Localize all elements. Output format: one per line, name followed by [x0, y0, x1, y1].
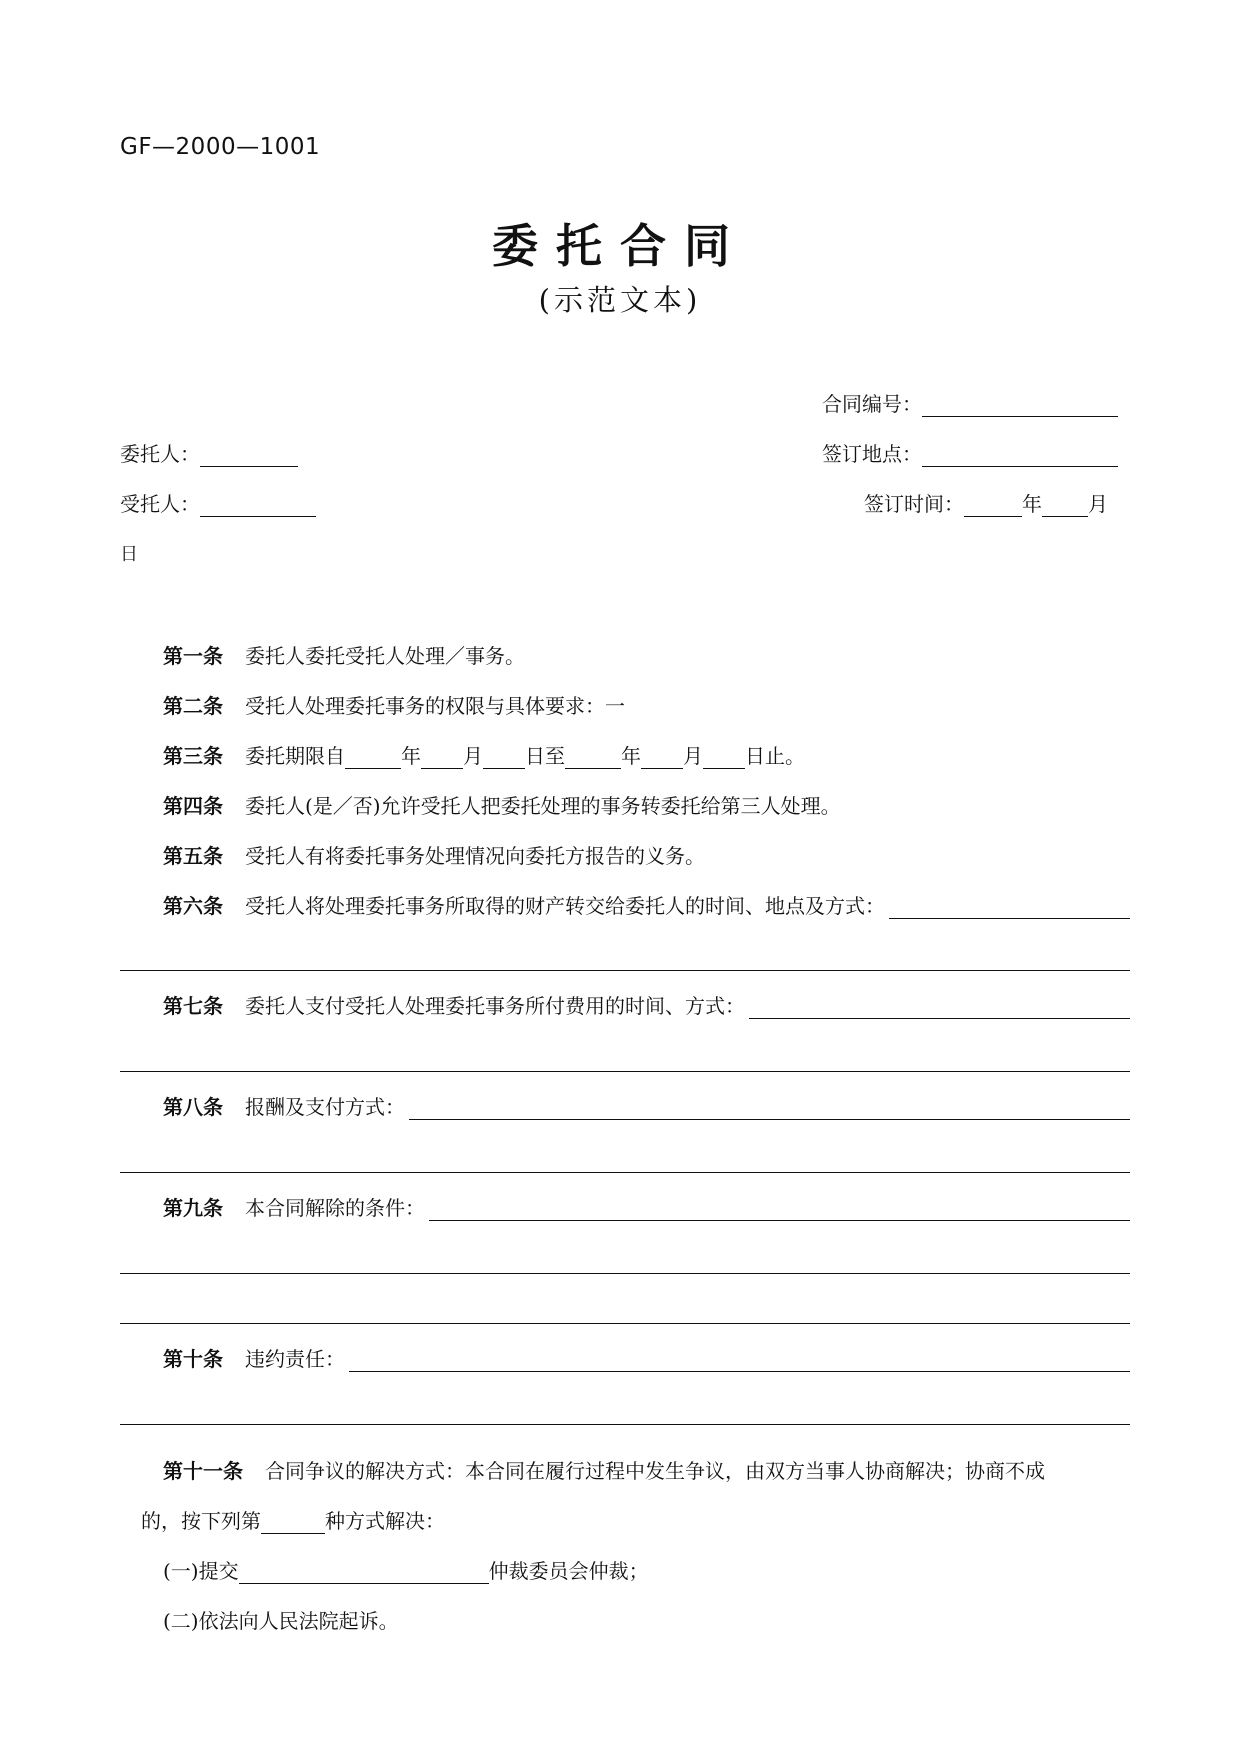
end-year-blank[interactable] — [565, 746, 621, 769]
article-9-text: 本合同解除的条件： — [245, 1196, 425, 1220]
option-1-text-end: 仲裁委员会仲裁； — [488, 1559, 649, 1583]
sign-year-label: 年 — [1022, 492, 1042, 516]
start-month-blank[interactable] — [421, 746, 463, 769]
article-10 — [163, 1343, 1130, 1372]
article-11-text-line2-start: 的，按下列第 — [141, 1509, 261, 1533]
sign-time-field — [864, 488, 1108, 517]
article-8 — [163, 1091, 1130, 1120]
sign-place-blank[interactable] — [922, 444, 1118, 467]
end-month-label: 月 — [683, 744, 703, 768]
article-2 — [163, 690, 625, 719]
article-10-label: 第十条 — [163, 1347, 223, 1371]
article-5 — [163, 840, 705, 869]
article-2-text: 受托人处理委托事务的权限与具体要求：一 — [245, 694, 625, 718]
article-7-label: 第七条 — [163, 994, 223, 1018]
start-year-label: 年 — [401, 744, 421, 768]
article-7-text: 委托人支付受托人处理委托事务所付费用的时间、方式： — [245, 994, 745, 1018]
article-5-label: 第五条 — [163, 844, 223, 868]
sign-month-label: 月 — [1088, 492, 1108, 516]
article-3 — [163, 740, 805, 769]
article-1 — [163, 640, 525, 669]
article-1-text: 委托人委托受托人处理／事务。 — [245, 644, 525, 668]
article-9-line-3[interactable] — [120, 1323, 1130, 1324]
article-4-label: 第四条 — [163, 794, 223, 818]
article-11-line-2 — [141, 1505, 445, 1534]
article-6-line-2[interactable] — [120, 970, 1130, 971]
sign-time-label: 签订时间： — [864, 492, 964, 516]
contract-number-label: 合同编号： — [822, 392, 922, 416]
article-10-text: 违约责任： — [245, 1347, 345, 1371]
dispute-method-blank[interactable] — [261, 1511, 325, 1534]
article-4-text: 委托人(是／否)允许受托人把委托处理的事务转委托给第三人处理。 — [245, 794, 841, 818]
article-9-line-2[interactable] — [120, 1273, 1130, 1274]
article-7-line-2[interactable] — [120, 1071, 1130, 1072]
trustee-blank[interactable] — [200, 494, 316, 517]
start-day-to-label: 日至 — [525, 744, 565, 768]
article-8-label: 第八条 — [163, 1095, 223, 1119]
article-6-text: 受托人将处理委托事务所取得的财产转交给委托人的时间、地点及方式： — [245, 894, 885, 918]
sign-place-field — [822, 438, 1118, 467]
end-day-blank[interactable] — [703, 746, 745, 769]
contract-number-field — [822, 388, 1118, 417]
article-9-label: 第九条 — [163, 1196, 223, 1220]
article-10-line-2[interactable] — [120, 1424, 1130, 1425]
start-day-blank[interactable] — [483, 746, 525, 769]
option-1-text-start: (一)提交 — [163, 1559, 239, 1583]
article-9-blank[interactable] — [429, 1198, 1130, 1221]
trustee-label: 受托人： — [120, 492, 200, 516]
document-subtitle: (示范文本) — [538, 283, 702, 317]
article-5-text: 受托人有将委托事务处理情况向委托方报告的义务。 — [245, 844, 705, 868]
article-3-text-start: 委托期限自 — [245, 744, 345, 768]
article-6 — [163, 890, 1130, 919]
client-blank[interactable] — [200, 444, 298, 467]
start-month-label: 月 — [463, 744, 483, 768]
article-1-label: 第一条 — [163, 644, 223, 668]
article-10-blank[interactable] — [349, 1349, 1130, 1372]
article-8-line-2[interactable] — [120, 1172, 1130, 1173]
trustee-field — [120, 488, 316, 517]
article-7 — [163, 990, 1130, 1019]
article-6-blank[interactable] — [889, 896, 1130, 919]
article-9 — [163, 1192, 1130, 1221]
client-field — [120, 438, 298, 467]
article-11-text-line2-end: 种方式解决： — [325, 1509, 445, 1533]
article-3-label: 第三条 — [163, 744, 223, 768]
article-8-blank[interactable] — [409, 1097, 1130, 1120]
article-11-text-line1: 合同争议的解决方式：本合同在履行过程中发生争议，由双方当事人协商解决；协商不成 — [265, 1459, 1045, 1483]
article-11-option-1 — [163, 1555, 649, 1584]
client-label: 委托人： — [120, 442, 200, 466]
document-code: GF—2000—1001 — [120, 134, 321, 160]
document-title: 委托合同 — [492, 219, 748, 273]
article-4 — [163, 790, 841, 819]
article-6-label: 第六条 — [163, 894, 223, 918]
article-8-text: 报酬及支付方式： — [245, 1095, 405, 1119]
end-day-label: 日止。 — [745, 744, 805, 768]
article-7-blank[interactable] — [749, 996, 1130, 1019]
article-11-option-2: (二)依法向人民法院起诉。 — [163, 1609, 399, 1633]
contract-number-blank[interactable] — [922, 394, 1118, 417]
end-year-label: 年 — [621, 744, 641, 768]
sign-day-label: 日 — [120, 544, 138, 565]
start-year-blank[interactable] — [345, 746, 401, 769]
sign-year-blank[interactable] — [964, 494, 1022, 517]
end-month-blank[interactable] — [641, 746, 683, 769]
sign-place-label: 签订地点： — [822, 442, 922, 466]
article-11-label: 第十一条 — [163, 1459, 243, 1483]
article-2-label: 第二条 — [163, 694, 223, 718]
sign-month-blank[interactable] — [1042, 494, 1088, 517]
arbitration-committee-blank[interactable] — [239, 1561, 489, 1584]
article-11 — [163, 1455, 1045, 1484]
